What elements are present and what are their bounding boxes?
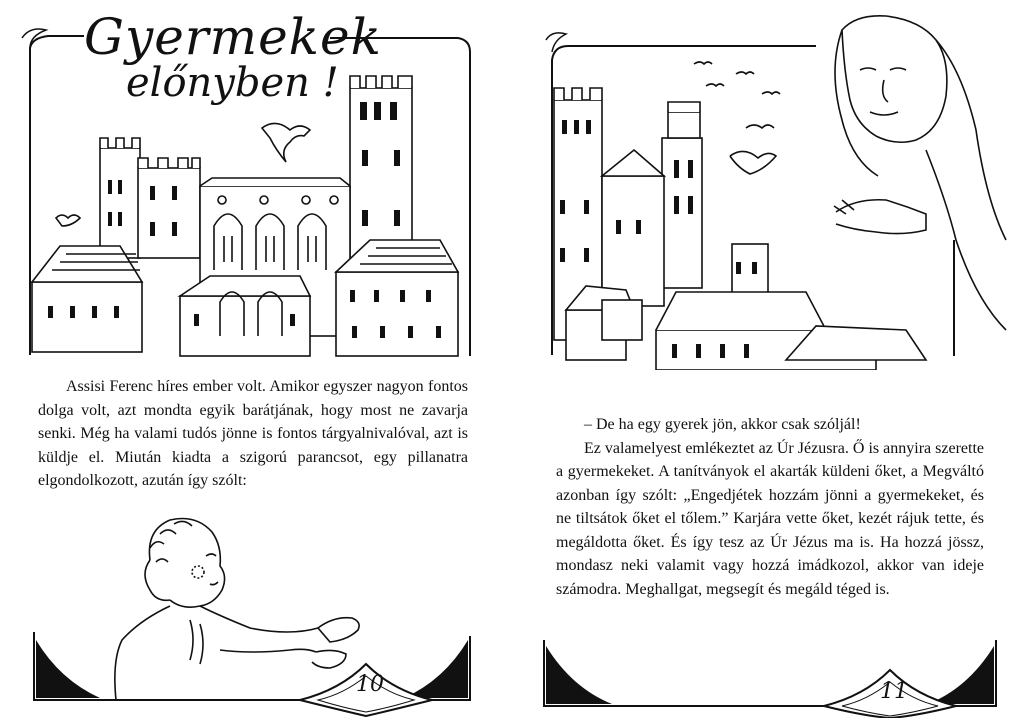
monk-town-illustration [506, 0, 1012, 370]
left-paragraph: Assisi Ferenc híres ember volt. Amikor egyszer nagyon fontos dolga volt, azt mondta egyik barátjának, hogy most ne zavarja senki. Még ha valami tudós jönne is fontos tárgyalnivalóval, azt is küldje el. Miután kiadta a szigorú parancsot, egy pillanatra elgondolkozott, azután így szólt: [38, 378, 468, 489]
right-page-text [556, 413, 984, 601]
page-number-right: 11 [880, 679, 908, 704]
page-number-left: 10 [356, 672, 384, 697]
story-title-line2: előnyben ! [126, 60, 339, 106]
right-dialog-line: – De ha egy gyerek jön, akkor csak szóljál! [584, 416, 861, 433]
right-page [506, 0, 1012, 718]
story-title-line1: Gyermekek [84, 8, 382, 66]
right-paragraph: Ez valamelyest emlékeztet az Úr Jézusra. Ő is annyira szerette a gyermekeket. A tanítványok el akarták küldeni őket, a Megváltó azonban így szólt: „Engedjétek hozzám jönni a gyermekeket, és ne tiltsátok őket el tőlem.” Karjára vette őket, kezét rájuk tette, és megáldotta őket. És így tesz az Úr Jézus ma is. Ha hozzá jössz, mondasz neki valamit vagy hozzá imádkozol, akkor van ideje számodra. Meghallgat, megsegít és megáld téged is. [556, 439, 984, 598]
